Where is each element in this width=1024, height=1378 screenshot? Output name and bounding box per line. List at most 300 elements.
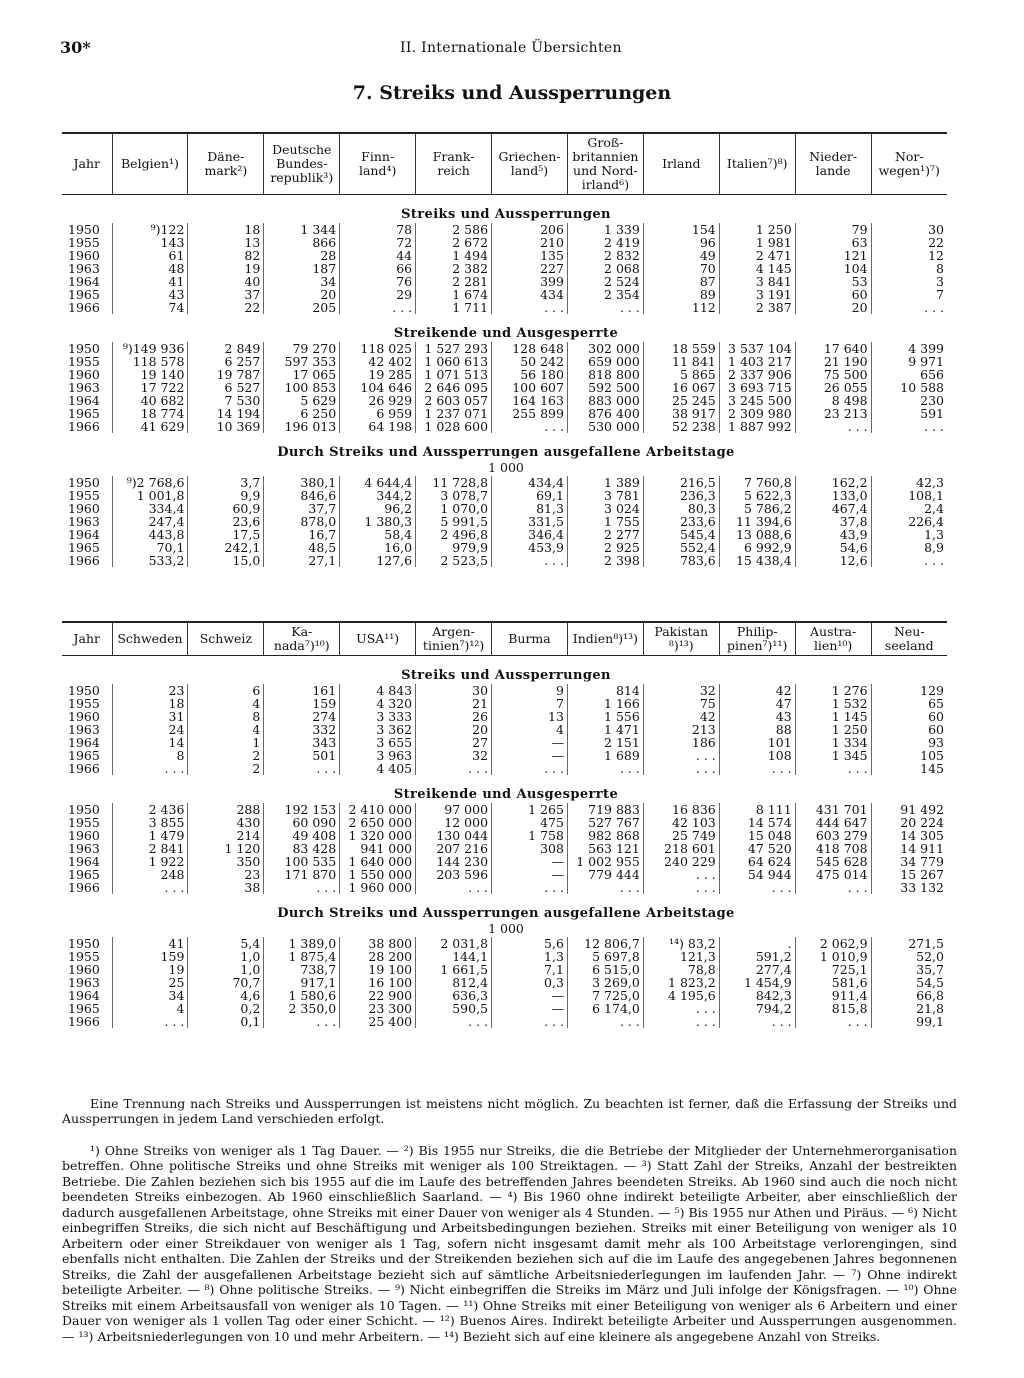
table-row <box>62 881 947 894</box>
value-cell: . . . <box>492 881 568 894</box>
value-cell: 1 922 <box>112 855 188 868</box>
value-cell: 3 855 <box>112 816 188 829</box>
value-cell: 1 166 <box>567 697 643 710</box>
year-cell: 1966 <box>68 1014 100 1029</box>
year-cell: 1950 <box>68 683 100 698</box>
table-row <box>62 528 947 541</box>
table-row <box>62 963 947 976</box>
value-cell: 11 841 <box>643 355 719 368</box>
value-cell: 20 <box>416 723 492 736</box>
page-title: 7. Streiks und Aussperrungen <box>352 82 672 104</box>
value-cell: 19 <box>188 262 264 275</box>
table-streiks-europa <box>62 132 947 567</box>
value-cell: 1 479 <box>112 829 188 842</box>
value-cell: 2 354 <box>567 288 643 301</box>
value-cell: 25 <box>112 976 188 989</box>
value-cell: . . . <box>492 554 568 567</box>
value-cell: 4,6 <box>188 989 264 1002</box>
value-cell: 288 <box>188 803 264 816</box>
value-cell: 187 <box>264 262 340 275</box>
value-cell: 911,4 <box>795 989 871 1002</box>
year-cell: 1964 <box>68 527 100 542</box>
value-cell: 27,1 <box>264 554 340 567</box>
value-cell: 18 <box>112 697 188 710</box>
value-cell: 2 650 000 <box>340 816 416 829</box>
value-cell: 1 403 217 <box>719 355 795 368</box>
value-cell: 164 163 <box>492 394 568 407</box>
value-cell: 72 <box>340 236 416 249</box>
value-cell: 16 100 <box>340 976 416 989</box>
value-cell: 54,6 <box>795 541 871 554</box>
value-cell: 213 <box>643 723 719 736</box>
value-cell: 61 <box>112 249 188 262</box>
value-cell: 4 <box>188 723 264 736</box>
table-row <box>62 394 947 407</box>
value-cell: 545,4 <box>643 528 719 541</box>
value-cell: 100 535 <box>264 855 340 868</box>
value-cell: 34 779 <box>871 855 947 868</box>
value-cell: 1 960 000 <box>340 881 416 894</box>
value-cell: 9 <box>492 684 568 697</box>
year-cell: 1966 <box>68 553 100 568</box>
column-header: Argen- tinien⁷)¹²) <box>416 622 492 656</box>
value-cell: 205 <box>264 301 340 314</box>
column-header: Schweden <box>112 622 188 656</box>
value-cell: 23 <box>188 868 264 881</box>
value-cell: . . . <box>871 554 947 567</box>
value-cell: . . . <box>416 881 492 894</box>
value-cell: 1,3 <box>492 950 568 963</box>
value-cell: 3 362 <box>340 723 416 736</box>
value-cell: 64 624 <box>719 855 795 868</box>
value-cell: 1 070,0 <box>416 502 492 515</box>
value-cell: 917,1 <box>264 976 340 989</box>
value-cell: 26 055 <box>795 381 871 394</box>
value-cell: 274 <box>264 710 340 723</box>
value-cell: 444 647 <box>795 816 871 829</box>
value-cell: 47 <box>719 697 795 710</box>
column-header: Ka- nada⁷)¹⁰) <box>264 622 340 656</box>
value-cell: . . . <box>492 762 568 775</box>
value-cell: . . . <box>567 881 643 894</box>
value-cell: 21 <box>416 697 492 710</box>
table-row <box>62 684 947 697</box>
year-cell: 1965 <box>68 748 100 763</box>
value-cell: — <box>492 989 568 1002</box>
value-cell: 2 277 <box>567 528 643 541</box>
value-cell: 1 002 955 <box>567 855 643 868</box>
value-cell: . . . <box>492 420 568 433</box>
value-cell: 19 787 <box>188 368 264 381</box>
value-cell: 443,8 <box>112 528 188 541</box>
value-cell: 0,2 <box>188 1002 264 1015</box>
year-cell: 1964 <box>68 988 100 1003</box>
value-cell: 28 <box>264 249 340 262</box>
value-cell: 2 398 <box>567 554 643 567</box>
value-cell: 76 <box>340 275 416 288</box>
value-cell: 434 <box>492 288 568 301</box>
value-cell: — <box>492 1002 568 1015</box>
value-cell: 8,9 <box>871 541 947 554</box>
value-cell: 64 198 <box>340 420 416 433</box>
table-row <box>62 476 947 489</box>
table-row <box>62 1002 947 1015</box>
year-cell: 1960 <box>68 709 100 724</box>
value-cell: 8 111 <box>719 803 795 816</box>
value-cell: 453,9 <box>492 541 568 554</box>
year-cell: 1963 <box>68 261 100 276</box>
value-cell: 80,3 <box>643 502 719 515</box>
value-cell: 1 028 600 <box>416 420 492 433</box>
value-cell: 2 436 <box>112 803 188 816</box>
section-title: Streikende und Ausgesperrte <box>393 787 619 802</box>
value-cell: 2 151 <box>567 736 643 749</box>
value-cell: 1 <box>188 736 264 749</box>
value-cell: 144 230 <box>416 855 492 868</box>
value-cell: 592 500 <box>567 381 643 394</box>
value-cell: 70,1 <box>112 541 188 554</box>
value-cell: 5 622,3 <box>719 489 795 502</box>
value-cell: . . . <box>492 301 568 314</box>
value-cell: 1 755 <box>567 515 643 528</box>
value-cell: 2 068 <box>567 262 643 275</box>
value-cell: 2 382 <box>416 262 492 275</box>
value-cell: 186 <box>643 736 719 749</box>
value-cell: 982 868 <box>567 829 643 842</box>
column-header: Frank- reich <box>416 133 492 195</box>
value-cell: 108,1 <box>871 489 947 502</box>
value-cell: . . . <box>567 1015 643 1028</box>
value-cell: 842,3 <box>719 989 795 1002</box>
value-cell: 104 646 <box>340 381 416 394</box>
value-cell: 16 067 <box>643 381 719 394</box>
table-row <box>62 829 947 842</box>
value-cell: 818 800 <box>567 368 643 381</box>
value-cell: 108 <box>719 749 795 762</box>
value-cell: 430 <box>188 816 264 829</box>
value-cell: 93 <box>871 736 947 749</box>
running-title: II. Internationale Übersichten <box>400 40 622 56</box>
year-cell: 1966 <box>68 419 100 434</box>
value-cell: — <box>492 868 568 881</box>
value-cell: 783,6 <box>643 554 719 567</box>
value-cell: 53 <box>795 275 871 288</box>
value-cell: 1 380,3 <box>340 515 416 528</box>
value-cell: — <box>492 749 568 762</box>
value-cell: 866 <box>264 236 340 249</box>
value-cell: 1 120 <box>188 842 264 855</box>
value-cell: 20 224 <box>871 816 947 829</box>
value-cell: 725,1 <box>795 963 871 976</box>
value-cell: 591 <box>871 407 947 420</box>
table-row <box>62 710 947 723</box>
value-cell: 14 <box>112 736 188 749</box>
value-cell: 14 305 <box>871 829 947 842</box>
value-cell: 1 454,9 <box>719 976 795 989</box>
value-cell: . <box>719 937 795 950</box>
year-cell: 1960 <box>68 367 100 382</box>
value-cell: 3 963 <box>340 749 416 762</box>
value-cell: 19 140 <box>112 368 188 381</box>
year-cell: 1950 <box>68 341 100 356</box>
value-cell: 552,4 <box>643 541 719 554</box>
value-cell: 2 849 <box>188 342 264 355</box>
value-cell: 277,4 <box>719 963 795 976</box>
value-cell: 590,5 <box>416 1002 492 1015</box>
value-cell: 4 <box>492 723 568 736</box>
column-header: Schweiz <box>188 622 264 656</box>
value-cell: 18 774 <box>112 407 188 420</box>
value-cell: 196 013 <box>264 420 340 433</box>
value-cell: 399 <box>492 275 568 288</box>
value-cell: 1 265 <box>492 803 568 816</box>
value-cell: 22 <box>871 236 947 249</box>
value-cell: 1 527 293 <box>416 342 492 355</box>
value-cell: 41 629 <box>112 420 188 433</box>
value-cell: 207 216 <box>416 842 492 855</box>
value-cell: 12,6 <box>795 554 871 567</box>
value-cell: 5 786,2 <box>719 502 795 515</box>
value-cell: 2 031,8 <box>416 937 492 950</box>
value-cell: 9,9 <box>188 489 264 502</box>
value-cell: . . . <box>795 881 871 894</box>
value-cell: 37,8 <box>795 515 871 528</box>
value-cell: ⁹)122 <box>112 223 188 236</box>
value-cell: 79 <box>795 223 871 236</box>
value-cell: 43,9 <box>795 528 871 541</box>
value-cell: 1 145 <box>795 710 871 723</box>
value-cell: . . . <box>643 1015 719 1028</box>
value-cell: 227 <box>492 262 568 275</box>
year-cell: 1950 <box>68 475 100 490</box>
value-cell: 434,4 <box>492 476 568 489</box>
value-cell: 214 <box>188 829 264 842</box>
value-cell: 32 <box>643 684 719 697</box>
value-cell: 104 <box>795 262 871 275</box>
value-cell: 0,3 <box>492 976 568 989</box>
value-cell: 2 524 <box>567 275 643 288</box>
value-cell: 6 527 <box>188 381 264 394</box>
value-cell: 5,4 <box>188 937 264 950</box>
value-cell: 69,1 <box>492 489 568 502</box>
value-cell: 4 405 <box>340 762 416 775</box>
value-cell: 161 <box>264 684 340 697</box>
value-cell: 941 000 <box>340 842 416 855</box>
value-cell: 1 823,2 <box>643 976 719 989</box>
value-cell: 603 279 <box>795 829 871 842</box>
column-header: Griechen- land⁵) <box>492 133 568 195</box>
table-row <box>62 723 947 736</box>
value-cell: 1 758 <box>492 829 568 842</box>
value-cell: 133,0 <box>795 489 871 502</box>
table-row <box>62 749 947 762</box>
value-cell: 331,5 <box>492 515 568 528</box>
value-cell: ⁹)2 768,6 <box>112 476 188 489</box>
value-cell: 8 <box>871 262 947 275</box>
value-cell: 255 899 <box>492 407 568 420</box>
table-row <box>62 368 947 381</box>
value-cell: . . . <box>643 749 719 762</box>
value-cell: 431 701 <box>795 803 871 816</box>
value-cell: . . . <box>567 301 643 314</box>
value-cell: 350 <box>188 855 264 868</box>
value-cell: 6 174,0 <box>567 1002 643 1015</box>
value-cell: 233,6 <box>643 515 719 528</box>
value-cell: 1 339 <box>567 223 643 236</box>
table-row <box>62 816 947 829</box>
value-cell: 738,7 <box>264 963 340 976</box>
value-cell: 52 238 <box>643 420 719 433</box>
value-cell: 15 438,4 <box>719 554 795 567</box>
value-cell: 636,3 <box>416 989 492 1002</box>
value-cell: 545 628 <box>795 855 871 868</box>
value-cell: 44 <box>340 249 416 262</box>
value-cell: 3 655 <box>340 736 416 749</box>
value-cell: 3 024 <box>567 502 643 515</box>
table-row <box>62 489 947 502</box>
value-cell: 3 <box>871 275 947 288</box>
value-cell: 19 100 <box>340 963 416 976</box>
value-cell: 27 <box>416 736 492 749</box>
value-cell: 23 300 <box>340 1002 416 1015</box>
value-cell: . . . <box>719 881 795 894</box>
value-cell: 846,6 <box>264 489 340 502</box>
value-cell: 2 523,5 <box>416 554 492 567</box>
value-cell: 501 <box>264 749 340 762</box>
value-cell: 21 190 <box>795 355 871 368</box>
value-cell: 1 010,9 <box>795 950 871 963</box>
value-cell: 97 000 <box>416 803 492 816</box>
value-cell: 83 428 <box>264 842 340 855</box>
year-cell: 1965 <box>68 1001 100 1016</box>
value-cell: 6 257 <box>188 355 264 368</box>
value-cell: 9 971 <box>871 355 947 368</box>
value-cell: 60 <box>795 288 871 301</box>
value-cell: 32 <box>416 749 492 762</box>
year-cell: 1955 <box>68 815 100 830</box>
value-cell: 23,6 <box>188 515 264 528</box>
value-cell: 118 578 <box>112 355 188 368</box>
year-cell: 1964 <box>68 393 100 408</box>
value-cell: 49 408 <box>264 829 340 842</box>
value-cell: 96 <box>643 236 719 249</box>
value-cell: 121 <box>795 249 871 262</box>
value-cell: 7 530 <box>188 394 264 407</box>
value-cell: 248 <box>112 868 188 881</box>
value-cell: 17 722 <box>112 381 188 394</box>
column-header: Pakistan ⁸)¹³) <box>643 622 719 656</box>
value-cell: 20 <box>795 301 871 314</box>
value-cell: 6 959 <box>340 407 416 420</box>
value-cell: 475 014 <box>795 868 871 881</box>
table-row <box>62 736 947 749</box>
value-cell: 218 601 <box>643 842 719 855</box>
page-header <box>60 38 960 60</box>
value-cell: . . . <box>643 868 719 881</box>
year-cell: 1963 <box>68 380 100 395</box>
value-cell: 475 <box>492 816 568 829</box>
year-cell: 1960 <box>68 828 100 843</box>
value-cell: 145 <box>871 762 947 775</box>
value-cell: 16 836 <box>643 803 719 816</box>
value-cell: . . . <box>492 1015 568 1028</box>
value-cell: 1 060 613 <box>416 355 492 368</box>
value-cell: 2 337 906 <box>719 368 795 381</box>
value-cell: 41 <box>112 937 188 950</box>
value-cell: 121,3 <box>643 950 719 963</box>
value-cell: 1 389,0 <box>264 937 340 950</box>
value-cell: 144,1 <box>416 950 492 963</box>
value-cell: . . . <box>643 1002 719 1015</box>
value-cell: 206 <box>492 223 568 236</box>
footnotes: ¹) Ohne Streiks von weniger als 1 Tag Dauer. — ²) Bis 1955 nur Streiks, die die Betriebe der Mitglieder der Unternehmerorganisation betreffen. Ohne politische Streiks und ohne Streiks mit weniger als 100 Streiktagen. — ³) Statt Zahl der Streiks, Anzahl der bestreikten Betriebe. Die Zahlen beziehen sich bis 1955 auf die im Laufe des betreffenden Jahres beendeten Streiks. Ab 1960 sind auch die noch nicht beendeten Streiks einbezogen. Ab 1960 einschließlich Saarland. — ⁴) Bis 1960 ohne indirekt beteiligte Arbeiter, aber einschließlich der dadurch ausgefallenen Arbeitstage, ohne Streiks mit einer Dauer von weniger als 4 Stunden. — ⁵) Bis 1955 nur Athen und Piräus. — ⁶) Nicht einbegriffen Streiks, die sich nicht auf Beschäftigung und Arbeitsbedingungen beziehen. Streiks mit einer Beteiligung von weniger als 10 Arbeitern oder einer Streikdauer von weniger als 1 Tag, sofern nicht insgesamt damit mehr als 100 Arbeitstage verlorengingen, sind ebenfalls nicht enthalten. Die Zahlen der Streiks und der Streikenden beziehen sich auf die im Laufe des angegebenen Jahres begonnenen Streiks, die Zahl der ausgefallenen Arbeitstage bezieht sich auf sämtliche Arbeitsniederlegungen im laufenden Jahr. — ⁷) Ohne indirekt beteiligte Arbeiter. — ⁸) Ohne politische Streiks. — ⁹) Nicht einbegriffen die Streiks im März und Juli infolge der Königsfragen. — ¹⁰) Ohne Streiks mit einem Arbeitsausfall von weniger als 10 Tagen. — ¹¹) Ohne Streiks mit einer Beteiligung von weniger als 6 Arbeitern und einer Dauer von weniger als 1 vollen Tag oder einer Schicht. — ¹²) Buenos Aires. Indirekt beteiligte Arbeiter und Aussperrungen ausgenommen. — ¹³) Arbeitsniederlegungen von 10 und mehr Arbeitern. — ¹⁴) Bezieht sich auf eine kleinere als angegebene Anzahl von Streiks. <box>62 1142 957 1344</box>
value-cell: 74 <box>112 301 188 314</box>
year-cell: 1960 <box>68 962 100 977</box>
value-cell: . . . <box>112 1015 188 1028</box>
value-cell: 1 071 513 <box>416 368 492 381</box>
table-row <box>62 515 947 528</box>
value-cell: 2 586 <box>416 223 492 236</box>
value-cell: 344,2 <box>340 489 416 502</box>
value-cell: 129 <box>871 684 947 697</box>
value-cell: 7,1 <box>492 963 568 976</box>
value-cell: 2 387 <box>719 301 795 314</box>
value-cell: 563 121 <box>567 842 643 855</box>
table-row <box>62 262 947 275</box>
year-cell: 1966 <box>68 300 100 315</box>
value-cell: 656 <box>871 368 947 381</box>
value-cell: ⁹)149 936 <box>112 342 188 355</box>
value-cell: 10 588 <box>871 381 947 394</box>
value-cell: 203 596 <box>416 868 492 881</box>
value-cell: 467,4 <box>795 502 871 515</box>
value-cell: 1 689 <box>567 749 643 762</box>
value-cell: 4 145 <box>719 262 795 275</box>
column-header: Deutsche Bundes- republik³) <box>264 133 340 195</box>
value-cell: 1 640 000 <box>340 855 416 868</box>
year-cell: 1963 <box>68 975 100 990</box>
column-header: Indien⁸)¹³) <box>567 622 643 656</box>
value-cell: 4 195,6 <box>643 989 719 1002</box>
value-cell: 5,6 <box>492 937 568 950</box>
value-cell: 40 682 <box>112 394 188 407</box>
value-cell: 13 <box>492 710 568 723</box>
value-cell: 4 644,4 <box>340 476 416 489</box>
value-cell: 2 925 <box>567 541 643 554</box>
value-cell: 13 <box>188 236 264 249</box>
value-cell: 58,4 <box>340 528 416 541</box>
value-cell: 37,7 <box>264 502 340 515</box>
value-cell: 1 532 <box>795 697 871 710</box>
value-cell: 82 <box>188 249 264 262</box>
value-cell: 54,5 <box>871 976 947 989</box>
value-cell: 242,1 <box>188 541 264 554</box>
value-cell: 6 992,9 <box>719 541 795 554</box>
value-cell: 12 000 <box>416 816 492 829</box>
value-cell: 40 <box>188 275 264 288</box>
value-cell: 29 <box>340 288 416 301</box>
value-cell: 380,1 <box>264 476 340 489</box>
table-row <box>62 288 947 301</box>
value-cell: 52,0 <box>871 950 947 963</box>
value-cell: 8 498 <box>795 394 871 407</box>
table-row <box>62 868 947 881</box>
value-cell: 21,8 <box>871 1002 947 1015</box>
value-cell: 18 <box>188 223 264 236</box>
value-cell: 418 708 <box>795 842 871 855</box>
value-cell: 2 309 980 <box>719 407 795 420</box>
year-cell: 1950 <box>68 222 100 237</box>
